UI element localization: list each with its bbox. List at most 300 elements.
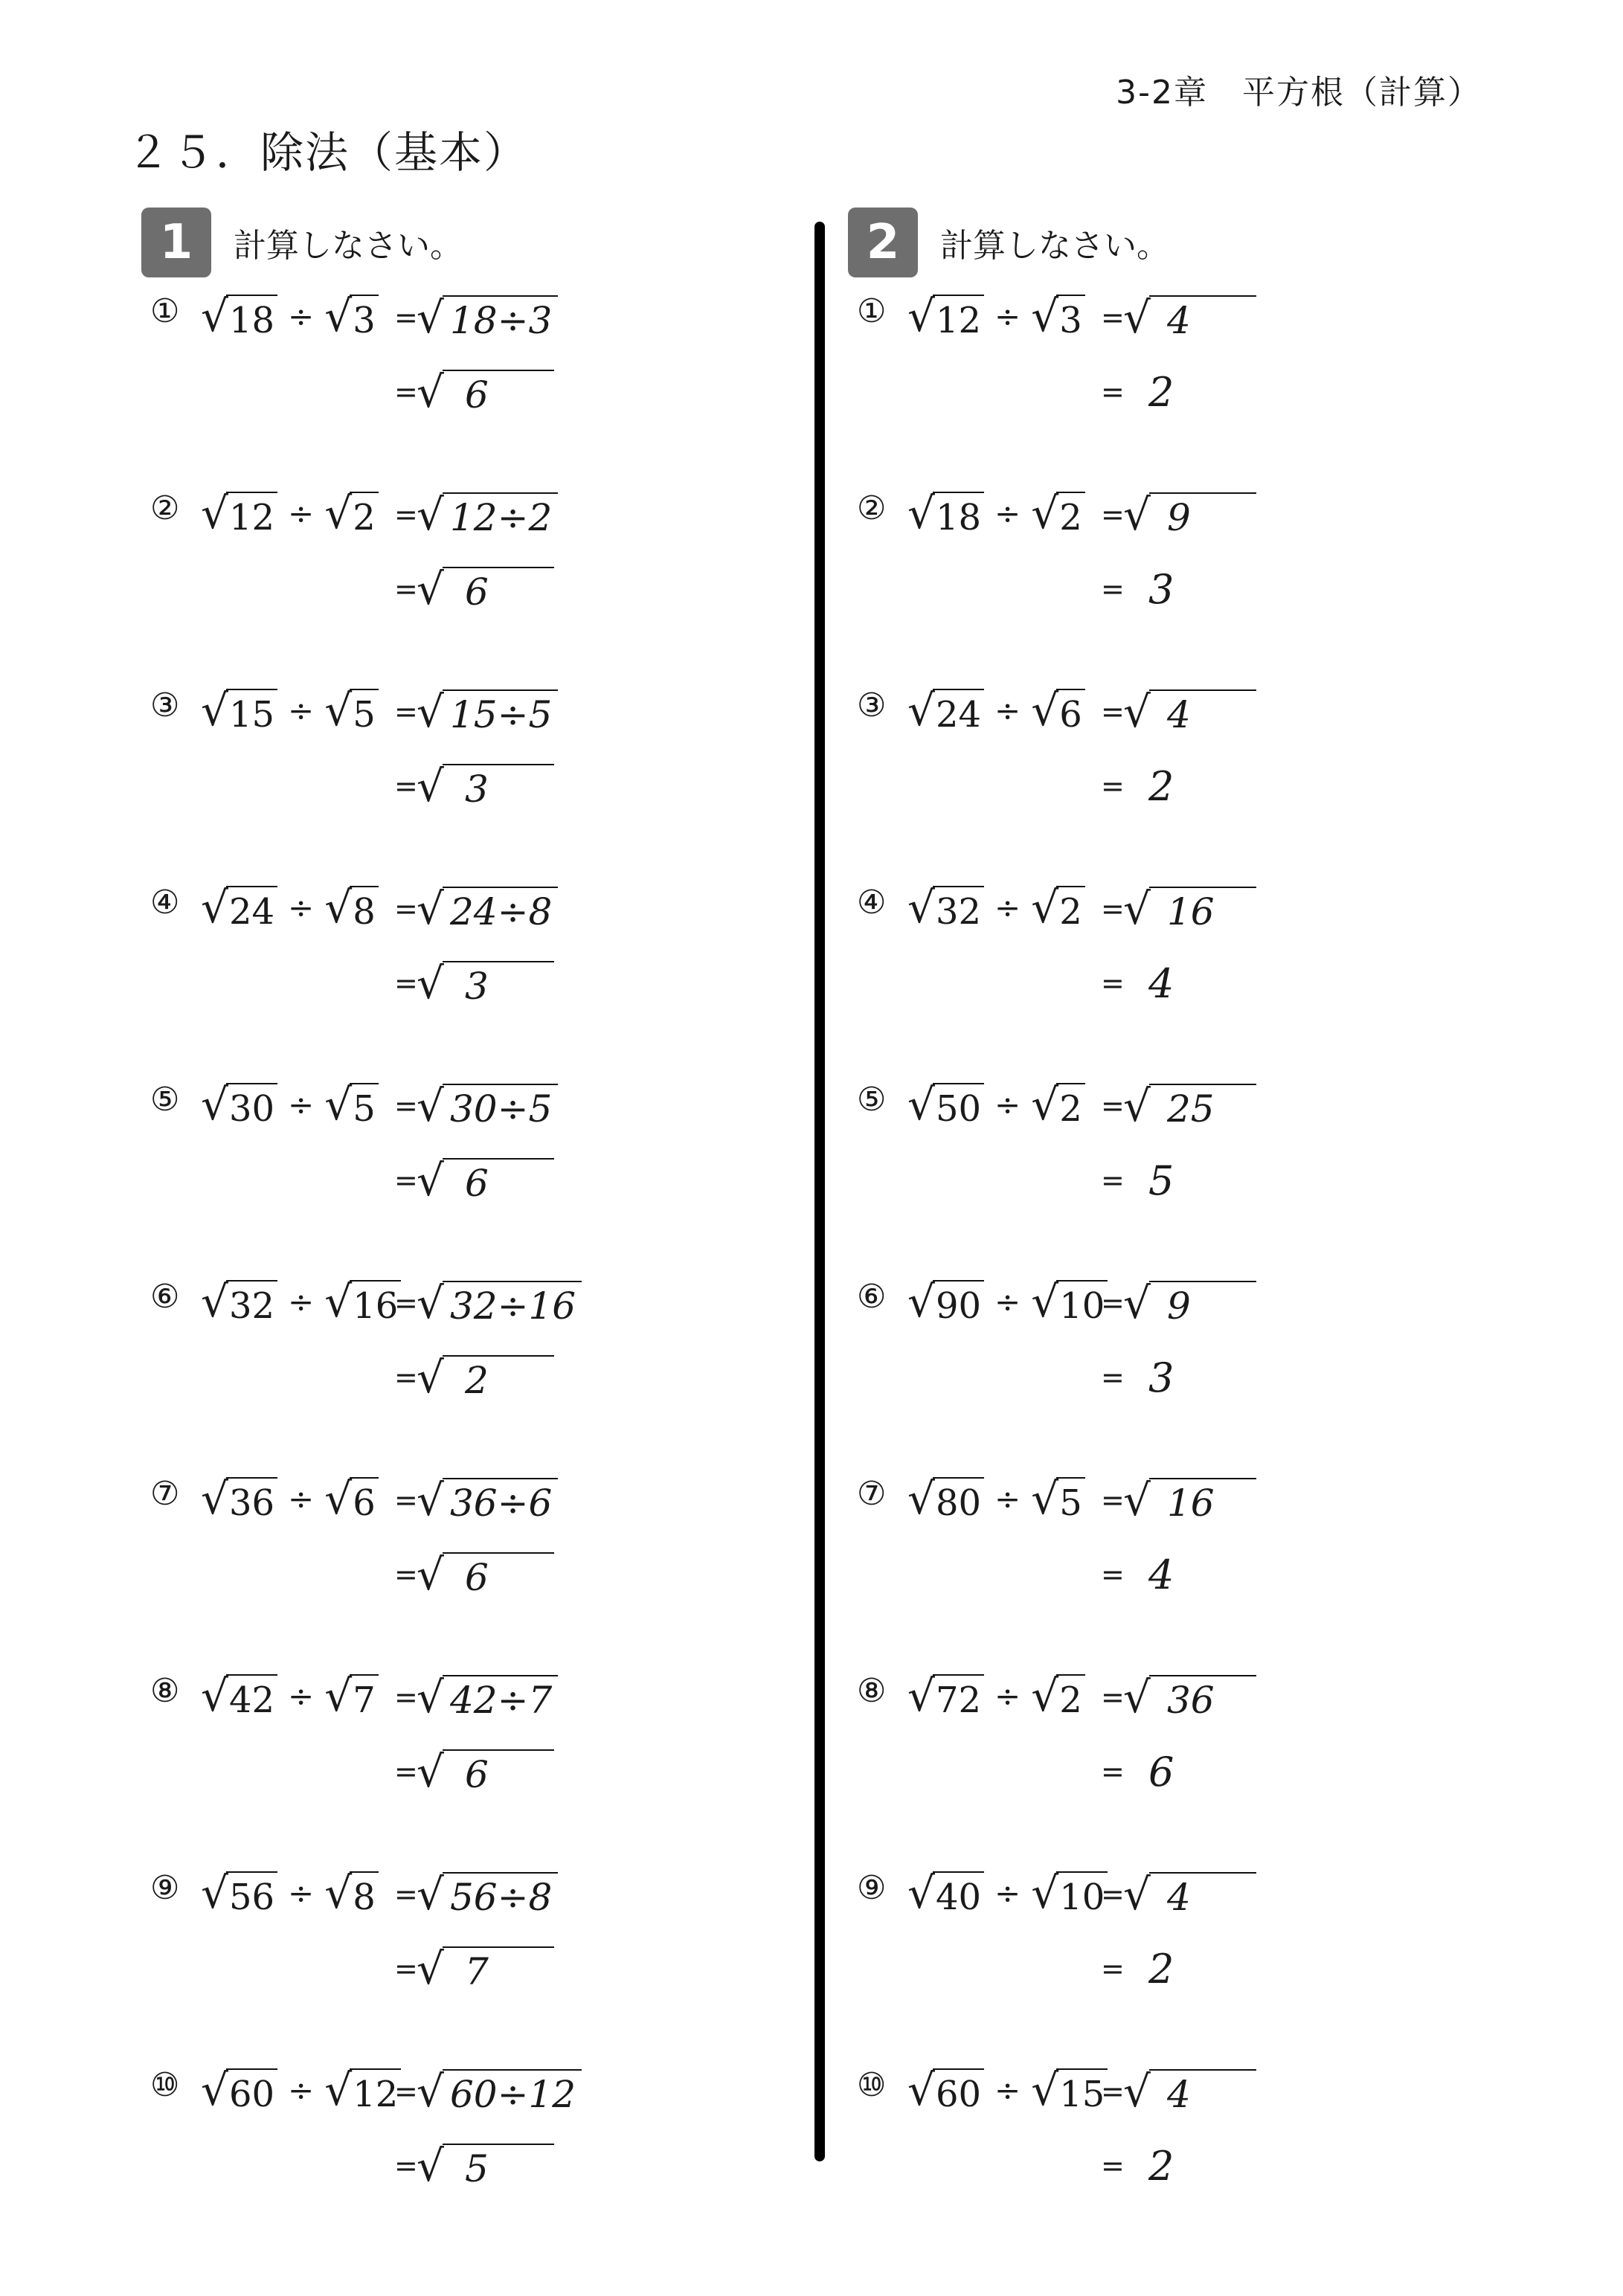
problem-expression — [907, 286, 1085, 346]
problem-item — [848, 286, 1592, 465]
answer-step-2 — [1101, 1349, 1174, 1406]
sqrt-sign: √ — [907, 488, 935, 538]
divide-sign: ÷ — [994, 889, 1021, 926]
final-answer: 2 — [1148, 762, 1174, 810]
radicand-a: 42 — [226, 1674, 277, 1722]
equals-sign: = — [394, 573, 418, 605]
radical-a — [907, 290, 984, 342]
problem-expression — [201, 2060, 401, 2120]
final-answer: 2 — [1148, 368, 1174, 416]
problem-number: ⑥ — [150, 1278, 180, 1316]
radicand-b: 5 — [350, 1083, 379, 1131]
divide-sign: ÷ — [288, 692, 315, 729]
handwritten-radical — [417, 1079, 558, 1133]
radicand-a: 60 — [226, 2068, 277, 2116]
equals-sign: = — [1101, 1287, 1125, 1319]
sqrt-sign: √ — [1031, 2065, 1059, 2115]
handwritten-radical — [417, 488, 558, 541]
sqrt-sign: √ — [417, 1155, 444, 1206]
sqrt-sign: √ — [324, 882, 353, 933]
problem-expression — [201, 483, 379, 543]
radical-a — [201, 290, 277, 342]
final-answer: 2 — [1148, 1945, 1174, 1993]
answer-step-2 — [1101, 1152, 1174, 1209]
problem-item — [848, 1272, 1592, 1450]
radical-b — [324, 487, 379, 539]
radicand-a: 90 — [933, 1280, 984, 1328]
radical-a — [907, 487, 984, 539]
sqrt-sign: √ — [417, 367, 444, 417]
sqrt-sign: √ — [1031, 685, 1059, 736]
sqrt-sign: √ — [417, 1672, 444, 1723]
radical-b — [1031, 1867, 1108, 1919]
divide-sign: ÷ — [994, 1283, 1021, 1320]
problem-number: ⑦ — [150, 1475, 180, 1513]
equals-sign: = — [394, 1952, 418, 1985]
answer-step-2 — [1101, 2138, 1174, 2194]
sqrt-sign: √ — [1031, 882, 1059, 933]
problem-number: ② — [857, 489, 887, 527]
answer-step-1 — [394, 1669, 558, 1726]
step1-value: 18÷3 — [443, 295, 558, 344]
radicand-b: 3 — [350, 295, 379, 342]
answer-step-1 — [1101, 684, 1256, 740]
radicand-a: 56 — [226, 1871, 277, 1919]
final-answer: 2 — [1148, 2142, 1174, 2190]
radicand-a: 80 — [933, 1477, 984, 1525]
equals-sign: = — [394, 301, 418, 334]
divide-sign: ÷ — [994, 692, 1021, 729]
sqrt-sign: √ — [417, 884, 444, 934]
radicand-b: 7 — [350, 1674, 379, 1722]
problem-item — [141, 1863, 885, 2042]
sqrt-sign: √ — [324, 291, 353, 341]
problem-expression — [907, 2060, 1108, 2120]
radicand-b: 2 — [1056, 1083, 1085, 1131]
handwritten-radical — [417, 1548, 554, 1601]
step2-value: 6 — [443, 1158, 554, 1207]
radical-b — [324, 290, 379, 342]
equals-sign: = — [1101, 1878, 1125, 1911]
handwritten-radical — [1123, 1670, 1256, 1724]
radical-a — [907, 1276, 984, 1328]
handwritten-radical — [417, 291, 558, 344]
handwritten-radical — [417, 1868, 558, 1921]
divide-sign: ÷ — [288, 2071, 315, 2109]
problem-item — [848, 1075, 1592, 1253]
step1-value: 4 — [1149, 2069, 1256, 2118]
equals-sign: = — [1101, 1755, 1125, 1788]
sqrt-sign: √ — [201, 1670, 228, 1721]
problem-number: ④ — [150, 884, 180, 922]
answer-step-1 — [1101, 1866, 1256, 1923]
divide-sign: ÷ — [994, 1480, 1021, 1517]
equals-sign: = — [1101, 695, 1125, 728]
equals-sign: = — [1101, 967, 1125, 1000]
problem-expression — [907, 1863, 1108, 1923]
answer-step-1 — [1101, 2063, 1256, 2120]
divide-sign: ÷ — [994, 495, 1021, 532]
handwritten-radical — [417, 562, 554, 616]
problem-number: ⑤ — [857, 1081, 887, 1119]
sqrt-sign: √ — [417, 686, 444, 737]
radical-b — [1031, 1078, 1085, 1131]
problem-item — [848, 1666, 1592, 1845]
problem-expression — [201, 1272, 401, 1331]
equals-sign: = — [394, 695, 418, 728]
radical-b — [324, 684, 379, 736]
problem-item — [848, 878, 1592, 1056]
step2-value: 6 — [443, 1749, 554, 1798]
radicand-a: 18 — [933, 492, 984, 539]
radicand-a: 32 — [933, 886, 984, 933]
equals-sign: = — [1101, 1558, 1125, 1591]
sqrt-sign: √ — [201, 291, 228, 341]
section-header — [141, 207, 463, 277]
section-instruction: 計算しなさい。 — [234, 226, 463, 265]
divide-sign: ÷ — [288, 1677, 315, 1714]
radical-b — [1031, 2064, 1108, 2116]
step1-value: 9 — [1149, 1281, 1256, 1330]
step1-value: 4 — [1149, 1872, 1256, 1921]
step2-value: 6 — [443, 370, 554, 419]
sqrt-sign: √ — [324, 1868, 353, 1918]
radicand-b: 2 — [1056, 1674, 1085, 1722]
radicand-b: 8 — [350, 886, 379, 933]
problem-expression — [201, 1469, 379, 1528]
answer-step-2 — [1101, 758, 1174, 814]
radical-b — [324, 1670, 379, 1722]
step1-value: 60÷12 — [443, 2069, 582, 2118]
handwritten-radical — [417, 365, 554, 419]
section-header — [848, 207, 1169, 277]
answer-step-1 — [394, 1866, 558, 1923]
final-answer: 4 — [1148, 959, 1174, 1007]
equals-sign: = — [394, 770, 418, 803]
sqrt-sign: √ — [417, 564, 444, 614]
radical-b — [324, 1473, 379, 1525]
divide-sign: ÷ — [288, 298, 315, 335]
problem-expression — [907, 483, 1085, 543]
radicand-b: 16 — [350, 1280, 401, 1328]
equals-sign: = — [394, 1164, 418, 1197]
problem-item — [141, 2060, 885, 2239]
problem-number: ① — [150, 292, 180, 330]
divide-sign: ÷ — [994, 1086, 1021, 1123]
radical-a — [201, 1276, 277, 1328]
radicand-b: 6 — [1056, 689, 1085, 736]
step2-value: 2 — [443, 1355, 554, 1404]
radicand-b: 15 — [1056, 2068, 1108, 2116]
radicand-a: 40 — [933, 1871, 984, 1919]
sqrt-sign: √ — [1123, 1869, 1151, 1920]
answer-step-1 — [394, 2063, 582, 2120]
radicand-b: 10 — [1056, 1871, 1108, 1919]
answer-step-1 — [1101, 1669, 1256, 1726]
sqrt-sign: √ — [417, 1943, 444, 1994]
step1-value: 15÷5 — [443, 689, 558, 739]
handwritten-radical — [417, 2065, 582, 2118]
radical-a — [201, 1078, 277, 1131]
problem-number: ⑦ — [857, 1475, 887, 1513]
problem-item — [141, 286, 885, 465]
radicand-a: 15 — [226, 689, 277, 736]
sqrt-sign: √ — [907, 1670, 935, 1721]
sqrt-sign: √ — [907, 2065, 935, 2115]
problem-item — [141, 681, 885, 859]
step1-value: 25 — [1149, 1084, 1256, 1133]
radical-a — [201, 2064, 277, 2116]
sqrt-sign: √ — [417, 1081, 444, 1131]
radical-b — [1031, 487, 1085, 539]
answer-step-2 — [394, 1152, 554, 1209]
problem-expression — [201, 878, 379, 937]
radical-b — [324, 2064, 401, 2116]
radical-a — [907, 1473, 984, 1525]
radical-b — [1031, 1670, 1085, 1722]
radical-a — [907, 881, 984, 933]
handwritten-radical — [417, 1154, 554, 1207]
answer-step-1 — [394, 1275, 582, 1331]
sqrt-sign: √ — [201, 1868, 228, 1918]
equals-sign: = — [1101, 1164, 1125, 1197]
chapter-label: 3-2章 平方根（計算） — [1116, 74, 1482, 112]
divide-sign: ÷ — [994, 298, 1021, 335]
handwritten-radical — [1123, 1276, 1256, 1330]
sqrt-sign: √ — [1031, 488, 1059, 538]
handwritten-radical — [417, 1276, 582, 1330]
sqrt-sign: √ — [417, 1352, 444, 1403]
final-answer: 6 — [1148, 1748, 1174, 1795]
sqrt-sign: √ — [907, 685, 935, 736]
answer-step-1 — [1101, 1472, 1256, 1528]
sqrt-sign: √ — [417, 2141, 444, 2191]
problem-number: ⑤ — [150, 1081, 180, 1119]
sqrt-sign: √ — [1031, 1473, 1059, 1524]
problem-number: ⑨ — [150, 1869, 180, 1907]
sqrt-sign: √ — [1031, 1868, 1059, 1918]
equals-sign: = — [1101, 573, 1125, 605]
problem-item — [141, 878, 885, 1056]
sqrt-sign: √ — [417, 761, 444, 811]
radical-b — [324, 1867, 379, 1919]
equals-sign: = — [394, 1361, 418, 1394]
sqrt-sign: √ — [1123, 1475, 1151, 1525]
answer-step-2 — [1101, 1546, 1174, 1603]
answer-step-2 — [394, 955, 554, 1012]
answer-step-2 — [394, 758, 554, 814]
handwritten-radical — [1123, 2065, 1256, 2118]
sqrt-sign: √ — [1123, 1081, 1151, 1131]
radical-b — [324, 1078, 379, 1131]
handwritten-radical — [417, 1670, 558, 1724]
equals-sign: = — [394, 498, 418, 531]
answer-step-1 — [1101, 881, 1256, 937]
answer-step-1 — [1101, 1078, 1256, 1134]
final-answer: 3 — [1148, 1354, 1174, 1401]
radicand-a: 18 — [226, 295, 277, 342]
section-badge: 2 — [848, 208, 918, 277]
radicand-b: 2 — [350, 492, 379, 539]
sqrt-sign: √ — [907, 1473, 935, 1524]
sqrt-sign: √ — [1031, 291, 1059, 341]
problem-number: ⑧ — [150, 1672, 180, 1710]
handwritten-radical — [417, 882, 558, 936]
handwritten-radical — [1123, 882, 1256, 936]
problem-expression — [907, 1469, 1085, 1528]
problem-expression — [907, 681, 1085, 740]
equals-sign: = — [394, 1755, 418, 1788]
answer-step-2 — [394, 364, 554, 420]
handwritten-radical — [1123, 1079, 1256, 1133]
sqrt-sign: √ — [324, 1079, 353, 1130]
problem-item — [848, 2060, 1592, 2239]
sqrt-sign: √ — [907, 1276, 935, 1327]
radical-a — [907, 1867, 984, 1919]
sqrt-sign: √ — [907, 1079, 935, 1130]
sqrt-sign: √ — [1123, 489, 1151, 540]
step2-value: 3 — [443, 961, 554, 1010]
equals-sign: = — [394, 1878, 418, 1911]
step1-value: 32÷16 — [443, 1281, 582, 1330]
divide-sign: ÷ — [288, 1480, 315, 1517]
divide-sign: ÷ — [994, 2071, 1021, 2109]
sqrt-sign: √ — [907, 882, 935, 933]
answer-step-1 — [394, 1078, 558, 1134]
answer-step-2 — [394, 561, 554, 617]
step2-value: 5 — [443, 2144, 554, 2193]
problem-item — [141, 1272, 885, 1450]
handwritten-radical — [417, 956, 554, 1010]
radical-b — [1031, 684, 1085, 736]
sqrt-sign: √ — [1123, 1278, 1151, 1328]
radicand-a: 32 — [226, 1280, 277, 1328]
sqrt-sign: √ — [417, 1869, 444, 1920]
radical-a — [201, 1670, 277, 1722]
equals-sign: = — [394, 376, 418, 408]
radicand-a: 30 — [226, 1083, 277, 1131]
radical-b — [1031, 290, 1085, 342]
handwritten-radical — [1123, 488, 1256, 541]
handwritten-radical — [417, 1473, 558, 1527]
radical-b — [1031, 881, 1085, 933]
equals-sign: = — [1101, 498, 1125, 531]
step1-value: 12÷2 — [443, 492, 558, 541]
answer-step-2 — [1101, 1743, 1174, 1800]
sqrt-sign: √ — [417, 1278, 444, 1328]
equals-sign: = — [1101, 2075, 1125, 2108]
sqrt-sign: √ — [201, 685, 228, 736]
equals-sign: = — [1101, 301, 1125, 334]
problem-expression — [201, 681, 379, 740]
problem-item — [141, 1469, 885, 1647]
answer-step-1 — [394, 881, 558, 937]
answer-step-2 — [394, 1940, 554, 1997]
step1-value: 24÷8 — [443, 887, 558, 936]
problem-number: ③ — [150, 686, 180, 724]
radicand-a: 72 — [933, 1674, 984, 1722]
sqrt-sign: √ — [201, 1473, 228, 1524]
problem-item — [848, 1863, 1592, 2042]
answer-step-2 — [1101, 561, 1174, 617]
radicand-b: 12 — [350, 2068, 401, 2116]
sqrt-sign: √ — [907, 1868, 935, 1918]
final-answer: 4 — [1148, 1551, 1174, 1598]
sqrt-sign: √ — [417, 1549, 444, 1600]
sqrt-sign: √ — [417, 958, 444, 1009]
answer-step-1 — [394, 1472, 558, 1528]
problem-expression — [907, 878, 1085, 937]
radicand-b: 2 — [1056, 886, 1085, 933]
sqrt-sign: √ — [417, 2066, 444, 2117]
radical-a — [907, 1078, 984, 1131]
radicand-a: 24 — [933, 689, 984, 736]
divide-sign: ÷ — [994, 1677, 1021, 1714]
problem-item — [141, 1666, 885, 1845]
sqrt-sign: √ — [1031, 1670, 1059, 1721]
radicand-b: 6 — [350, 1477, 379, 1525]
radicand-a: 12 — [933, 295, 984, 342]
handwritten-radical — [417, 685, 558, 739]
problem-number: ⑩ — [150, 2066, 180, 2104]
radicand-a: 24 — [226, 886, 277, 933]
sqrt-sign: √ — [201, 1276, 228, 1327]
radicand-a: 12 — [226, 492, 277, 539]
step1-value: 42÷7 — [443, 1675, 558, 1724]
answer-step-2 — [1101, 955, 1174, 1012]
answer-step-2 — [394, 2138, 554, 2194]
divide-sign: ÷ — [288, 1874, 315, 1911]
handwritten-radical — [417, 2139, 554, 2193]
problem-number: ⑥ — [857, 1278, 887, 1316]
problem-expression — [907, 1075, 1085, 1134]
answer-step-2 — [394, 1546, 554, 1603]
problem-number: ① — [857, 292, 887, 330]
step2-value: 3 — [443, 764, 554, 813]
radical-a — [201, 1473, 277, 1525]
section-2 — [848, 0, 1592, 2296]
divide-sign: ÷ — [288, 1283, 315, 1320]
handwritten-radical — [417, 759, 554, 813]
equals-sign: = — [394, 893, 418, 925]
sqrt-sign: √ — [324, 2065, 353, 2115]
answer-step-2 — [394, 1349, 554, 1406]
sqrt-sign: √ — [1123, 2066, 1151, 2117]
sqrt-sign: √ — [417, 1746, 444, 1797]
radicand-a: 50 — [933, 1083, 984, 1131]
equals-sign: = — [1101, 2149, 1125, 2182]
equals-sign: = — [1101, 1681, 1125, 1714]
equals-sign: = — [394, 1558, 418, 1591]
answer-step-1 — [394, 486, 558, 543]
final-answer: 5 — [1148, 1157, 1174, 1204]
answer-step-1 — [1101, 289, 1256, 346]
sqrt-sign: √ — [324, 488, 353, 538]
problem-number: ⑩ — [857, 2066, 887, 2104]
equals-sign: = — [394, 967, 418, 1000]
problem-expression — [907, 1666, 1085, 1726]
problem-item — [848, 483, 1592, 662]
problem-expression — [201, 1863, 379, 1923]
section-1 — [141, 0, 885, 2296]
radicand-b: 2 — [1056, 492, 1085, 539]
problem-item — [848, 1469, 1592, 1647]
sqrt-sign: √ — [1031, 1276, 1059, 1327]
sqrt-sign: √ — [1123, 1672, 1151, 1723]
answer-step-2 — [394, 1743, 554, 1800]
problem-number: ② — [150, 489, 180, 527]
sqrt-sign: √ — [417, 489, 444, 540]
